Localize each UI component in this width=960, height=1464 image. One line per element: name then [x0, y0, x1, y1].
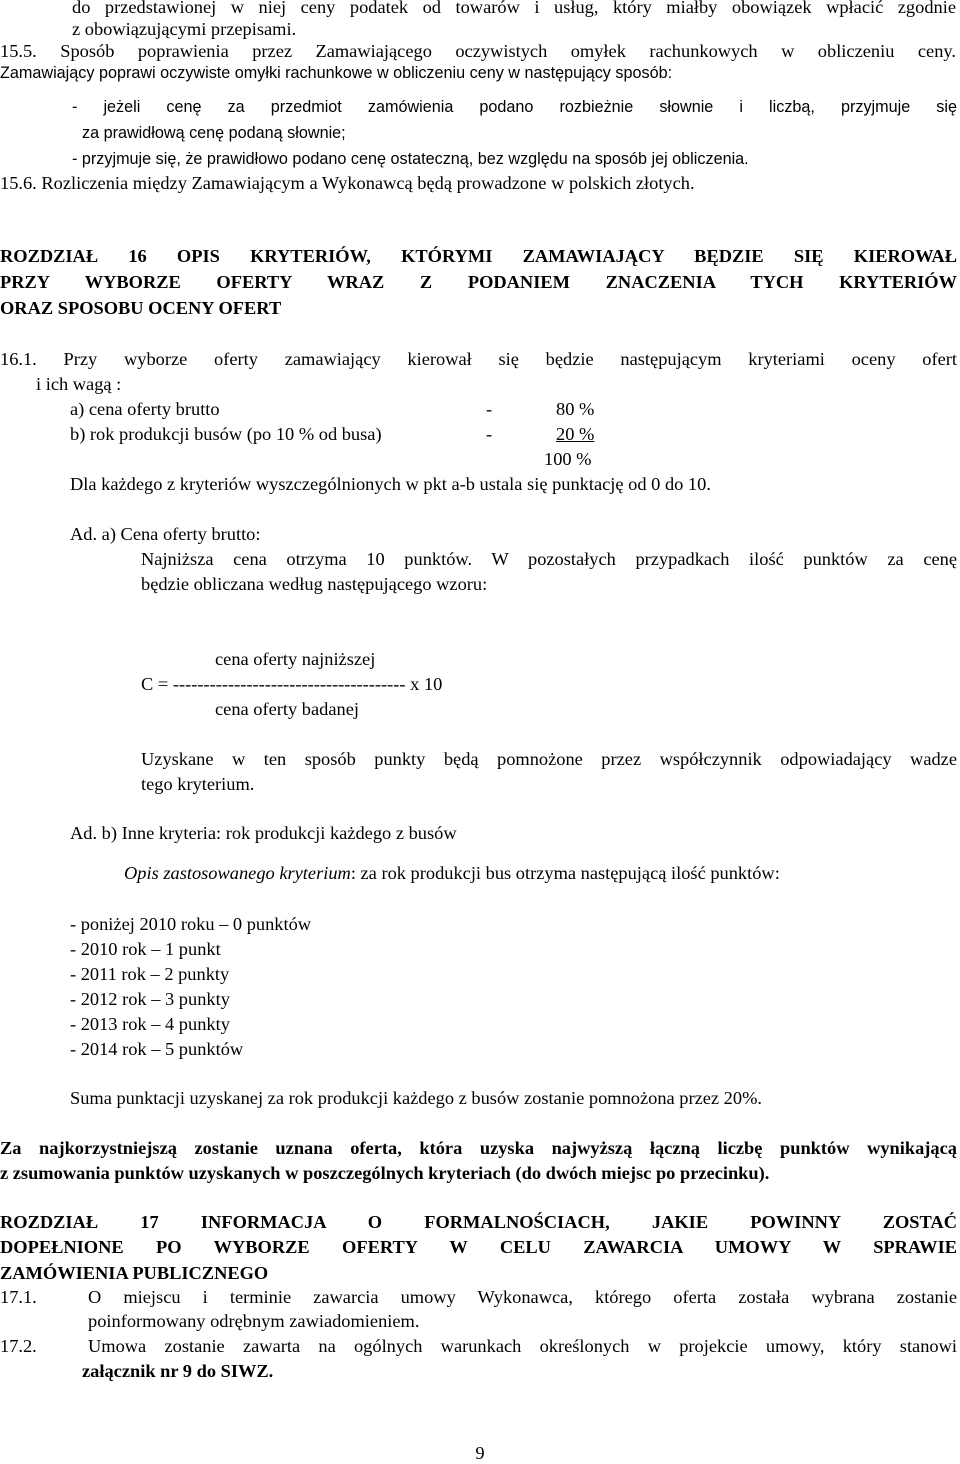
criterion-description-label: Opis zastosowanego kryterium [124, 863, 351, 883]
paragraph-line: tego kryterium. [141, 774, 255, 794]
ad-b-title: Ad. b) Inne kryteria: rok produkcji każdego z busów [70, 823, 457, 843]
chapter-16-heading: PRZY WYBORZE OFERTY WRAZ Z PODANIEM ZNACZENIA TYCH KRYTERIÓW [0, 272, 957, 292]
chapter-16-heading: ORAZ SPOSOBU OCENY OFERT [0, 298, 282, 318]
chapter-17-heading: ZAMÓWIENIA PUBLICZNEGO [0, 1263, 269, 1283]
year-points-item: - 2010 rok – 1 punkt [70, 939, 221, 959]
chapter-17-heading: ROZDZIAŁ 17 INFORMACJA O FORMALNOŚCIACH, JAKIE POWINNY ZOSTAĆ [0, 1212, 957, 1232]
year-points-item: - 2013 rok – 4 punkty [70, 1014, 230, 1034]
section-16-1: 16.1. Przy wyborze oferty zamawiający kierował się będzie następującym kryteriami oceny ofert [0, 349, 957, 369]
paragraph-line: Uzyskane w ten sposób punkty będą pomnożone przez współczynnik odpowiadający wadze [141, 749, 957, 769]
criteria-total: 100 % [544, 449, 592, 469]
year-points-item: - 2014 rok – 5 punktów [70, 1039, 244, 1059]
paragraph-line: i ich wagą : [36, 374, 122, 394]
chapter-16-heading: ROZDZIAŁ 16 OPIS KRYTERIÓW, KTÓRYMI ZAMAWIAJĄCY BĘDZIE SIĘ KIEROWAŁ [0, 246, 957, 266]
criterion-dash: - [486, 399, 493, 419]
paragraph-line: z obowiązującymi przepisami. [72, 19, 297, 39]
scoring-note: Dla każdego z kryteriów wyszczególnionych w pkt a-b ustala się punktację od 0 do 10. [70, 474, 711, 494]
section-15-5: 15.5. Sposób poprawienia przez Zamawiającego oczywistych omyłek rachunkowych w obliczeniu ceny. [0, 41, 956, 61]
winner-rule: Za najkorzystniejszą zostanie uznana oferta, która uzyska najwyższą łączną liczbę punktów wynikającą [0, 1138, 957, 1158]
formula: C = -------------------------------------- x 10 [141, 674, 443, 694]
criterion-description-text: : za rok produkcji bus otrzyma następującą ilość punktów: [350, 863, 780, 883]
year-points-item: - poniżej 2010 roku – 0 punktów [70, 914, 312, 934]
year-points-item: - 2012 rok – 3 punkty [70, 989, 230, 1009]
item-number: 17.1. [0, 1287, 37, 1307]
paragraph-line: Zamawiający poprawi oczywiste omyłki rachunkowe w obliczeniu ceny w następujący sposób: [0, 64, 673, 82]
item-number: 17.2. [0, 1336, 37, 1356]
criterion-description [124, 862, 780, 884]
criterion-label: a) cena oferty brutto [70, 399, 220, 419]
section-15-6: 15.6. Rozliczenia między Zamawiającym a Wykonawcą będą prowadzone w polskich złotych. [0, 173, 695, 193]
year-points-item: - 2011 rok – 2 punkty [70, 964, 230, 984]
bullet-item: - przyjmuje się, że prawidłowo podano cenę ostateczną, bez względu na sposób jej obliczenia. [72, 150, 749, 168]
item-text: Umowa zostanie zawarta na ogólnych warunkach określonych w projekcie umowy, który stanowi [88, 1336, 957, 1356]
formula-denominator: cena oferty badanej [215, 699, 359, 719]
criterion-weight: 20 % [556, 424, 595, 444]
paragraph-line: do przedstawionej w niej ceny podatek od towarów i usług, który miałby obowiązek wpłacić zgodnie [72, 0, 956, 17]
bullet-item: - jeżeli cenę za przedmiot zamówienia podano rozbieżnie słownie i liczbą, przyjmuje się [72, 98, 957, 116]
chapter-17-heading: DOPEŁNIONE PO WYBORZE OFERTY W CELU ZAWARCIA UMOWY W SPRAWIE [0, 1237, 957, 1257]
bullet-item-continuation: za prawidłową cenę podaną słownie; [82, 124, 346, 142]
item-text: poinformowany odrębnym zawiadomieniem. [88, 1311, 420, 1331]
paragraph-line: będzie obliczana według następującego wzoru: [141, 574, 488, 594]
criterion-label: b) rok produkcji busów (po 10 % od busa) [70, 424, 382, 444]
item-text: załącznik nr 9 do SIWZ. [82, 1361, 274, 1381]
item-text: O miejscu i terminie zawarcia umowy Wykonawca, którego oferta została wybrana zostanie [88, 1287, 957, 1307]
criterion-dash: - [486, 424, 493, 444]
winner-rule: z zsumowania punktów uzyskanych w poszczególnych kryteriach (do dwóch miejsc po przecinku). [0, 1163, 770, 1183]
ad-a-title: Ad. a) Cena oferty brutto: [70, 524, 261, 544]
criterion-weight: 80 % [556, 399, 595, 419]
sum-note: Suma punktacji uzyskanej za rok produkcji każdego z busów zostanie pomnożona przez 20%. [70, 1088, 762, 1108]
paragraph-line: Najniższa cena otrzyma 10 punktów. W pozostałych przypadkach ilość punktów za cenę [141, 549, 957, 569]
formula-numerator: cena oferty najniższej [215, 649, 376, 669]
page-number: 9 [475, 1443, 485, 1463]
